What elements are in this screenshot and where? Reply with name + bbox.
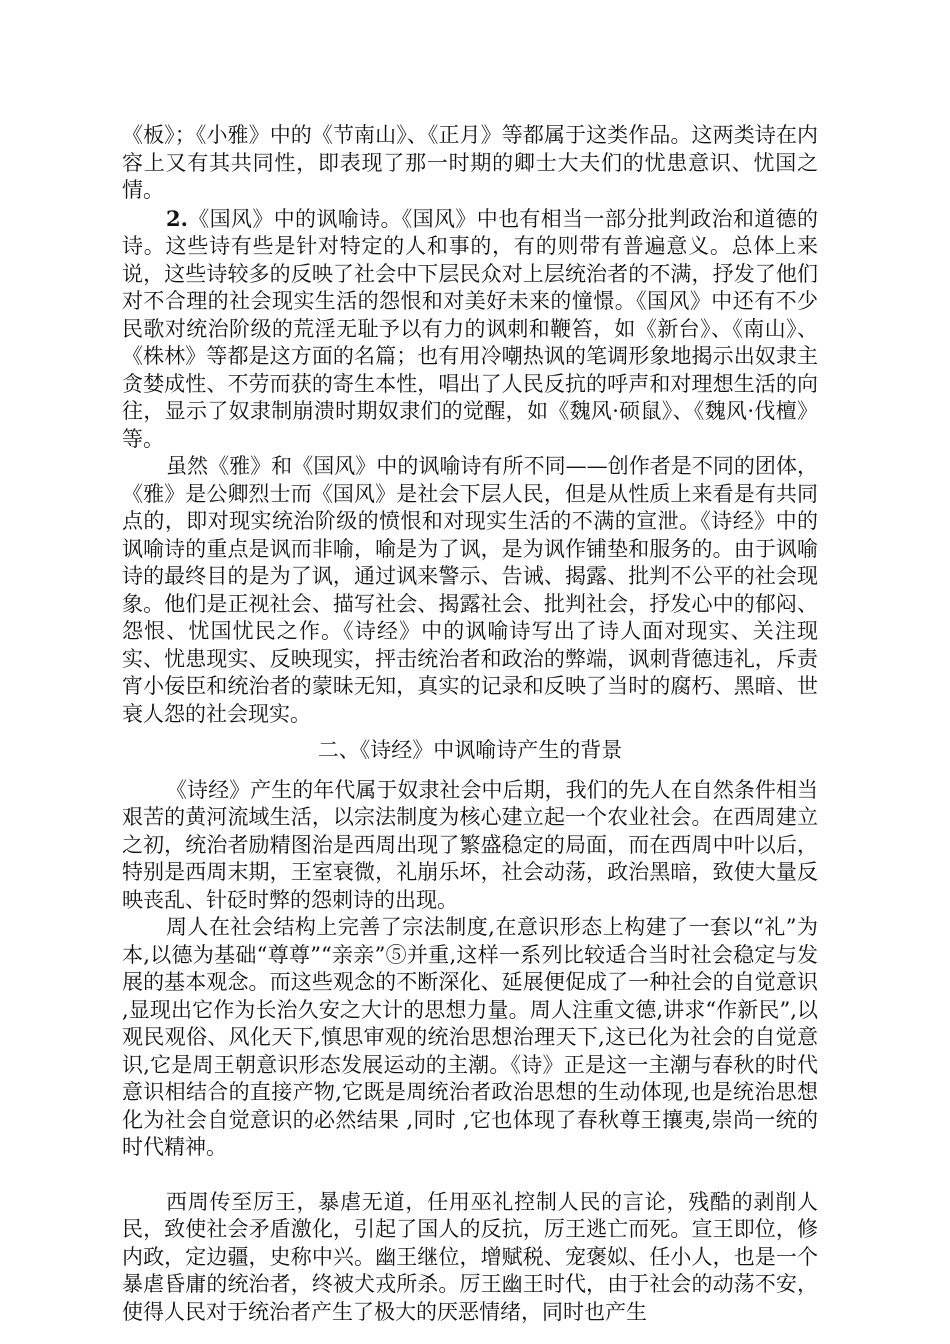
paragraph-1: 《板》；《小雅》中的《节南山》、《正月》等都属于这类作品。这两类诗在内容上又有其共同性，即表现了那一时期的卿士大夫们的忧患意识、忧国之情。: [122, 123, 818, 202]
paragraph-3: 虽然《雅》和《国风》中的讽喻诗有所不同——创作者是不同的团体，《雅》是公卿烈士而《国风》是社会下层人民，但是从性质上来看是有共同点的，即对现实统治阶级的愤恨和对现实生活的不满的宣泄。《诗经》中的讽喻诗的重点是讽而非喻，喻是为了讽，是为讽作铺垫和服务的。由于讽喻诗的最终目的是为了讽，通过讽来警示、告诫、揭露、批判不公平的社会现象。他们是正视社会、描写社会、揭露社会、批判社会，抒发心中的郁闷、怨恨、忧国忧民之作。《诗经》中的讽喻诗写出了诗人面对现实、关注现实、忧患现实、反映现实，抨击统治者和政治的弊端，讽刺背德违礼，斥责宵小佞臣和统治者的蒙昧无知，真实的记录和反映了当时的腐朽、黑暗、世衰人怨的社会现实。: [122, 454, 818, 726]
paragraph-5: 周人在社会结构上完善了宗法制度,在意识形态上构建了一套以“礼”为本,以德为基础“尊尊”“亲亲”⑤并重,这样一系列比较适合当时社会稳定与发展的基本观念。而这些观念的不断深化、延展便促成了一种社会的自觉意识 ,显现出它作为长治久安之大计的思想力量。周人注重文德,讲求“作新民”,以观民观俗、风化天下,慎思审观的统治思想治理天下,这已化为社会的自觉意识,它是周王朝意识形态发展运动的主潮。《诗》正是这一主潮与春秋的时代意识相结合的直接产物,它既是周统治者政治思想的生动体现,也是统治思想化为社会自觉意识的必然结果 ,同时 ,它也体现了春秋尊王攘夷,崇尚一统的时代精神。: [122, 915, 818, 1159]
paragraph-4: 《诗经》产生的年代属于奴隶社会中后期，我们的先人在自然条件相当艰苦的黄河流域生活，以宗法制度为核心建立起一个农业社会。在西周建立之初，统治者励精图治是西周出现了繁盛稳定的局面，而在西周中叶以后，特别是西周末期，王室衰微，礼崩乐坏，社会动荡，政治黑暗，致使大量反映丧乱、针砭时弊的怨刺诗的出现。: [122, 777, 818, 912]
item-number: 2.: [166, 205, 188, 231]
blank-line: [122, 1162, 818, 1189]
section-heading: 二、《诗经》中讽喻诗产生的背景: [317, 738, 623, 762]
paragraph-6: 西周传至厉王，暴虐无道，任用巫礼控制人民的言论，残酷的剥削人民，致使社会矛盾激化，引起了国人的反抗，厉王逃亡而死。宣王即位，修内政，定边疆，史称中兴。幽王继位，增赋税、宠褒姒、任小人，也是一个暴虐昏庸的统治者，终被犬戎所杀。厉王幽王时代，由于社会的动荡不安，使得人民对于统治者产生了极大的厌恶情绪，同时也产生: [122, 1189, 818, 1324]
paragraph-2: [122, 205, 818, 454]
paragraph-2-text: 《国风》中的讽喻诗。《国风》中也有相当一部分批判政治和道德的诗。这些诗有些是针对特定的人和事的，有的则带有普遍意义。总体上来说，这些诗较多的反映了社会中下层民众对上层统治者的不满，抒发了他们对不合理的社会现实生活的怨恨和对美好未来的憧憬。《国风》中还有不少民歌对统治阶级的荒淫无耻予以有力的讽刺和鞭笞，如《新台》、《南山》、《株林》等都是这方面的名篇；也有用冷嘲热讽的笔调形象地揭示出奴隶主贪婪成性、不劳而获的寄生本性，唱出了人民反抗的呼声和对理想生活的向往，显示了奴隶制崩溃时期奴隶们的觉醒，如《魏风·硕鼠》、《魏风·伐檀》等。: [122, 206, 818, 451]
document-body: [122, 122, 818, 1326]
